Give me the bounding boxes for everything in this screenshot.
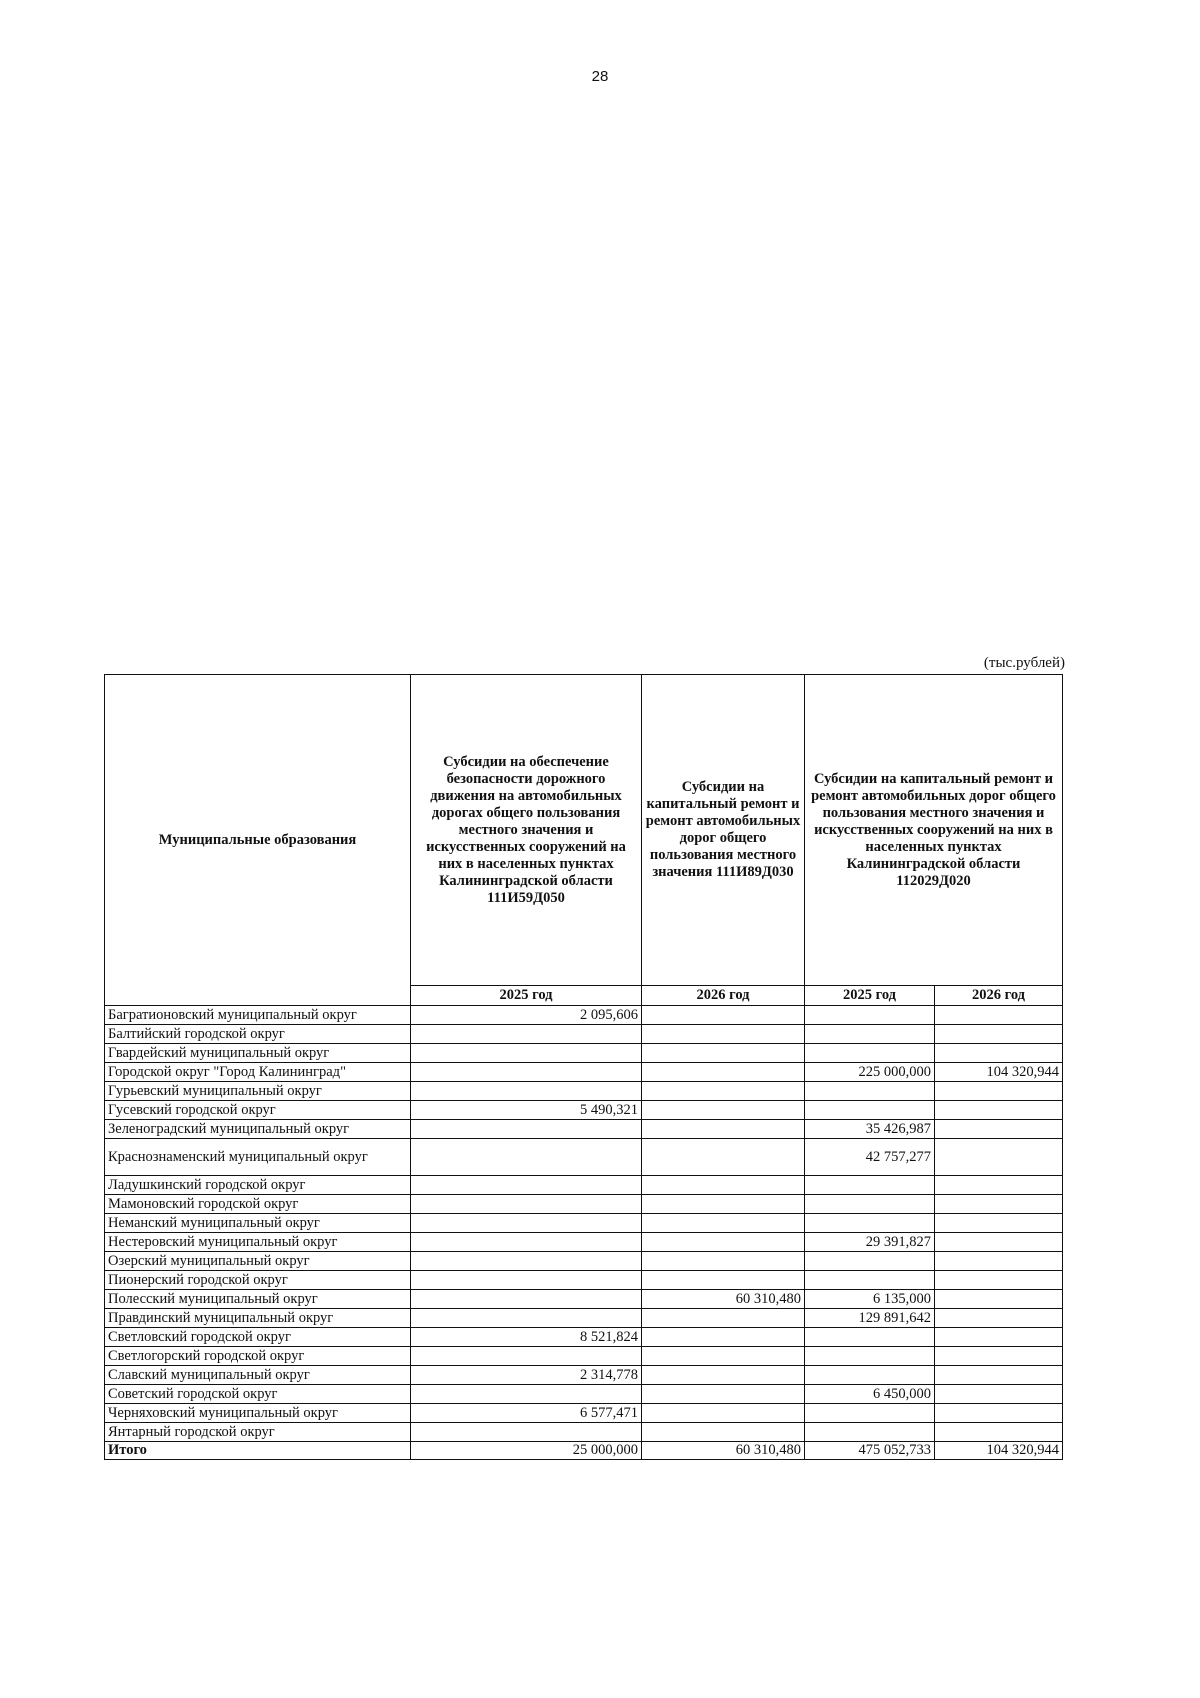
municipality-name: Мамоновский городской округ — [105, 1195, 411, 1214]
total-c2: 60 310,480 — [642, 1442, 805, 1460]
cell-c4 — [935, 1385, 1063, 1404]
municipality-name: Гусевский городской округ — [105, 1101, 411, 1120]
cell-c1 — [411, 1309, 642, 1328]
cell-c1 — [411, 1139, 642, 1176]
cell-c3: 29 391,827 — [805, 1233, 935, 1252]
cell-c2 — [642, 1233, 805, 1252]
total-c3: 475 052,733 — [805, 1442, 935, 1460]
table-row — [105, 1025, 1063, 1044]
cell-c2 — [642, 1309, 805, 1328]
table-row — [105, 1233, 1063, 1252]
cell-c3 — [805, 1101, 935, 1120]
municipality-name: Гвардейский муниципальный округ — [105, 1044, 411, 1063]
header-col2: Субсидии на капитальный ремонт и ремонт автомобильных дорог общего пользования местного значения 111И89Д030 — [642, 675, 805, 986]
municipality-name: Гурьевский муниципальный округ — [105, 1082, 411, 1101]
cell-c4 — [935, 1290, 1063, 1309]
table-row — [105, 1044, 1063, 1063]
cell-c2 — [642, 1006, 805, 1025]
year-header-c2: 2026 год — [642, 986, 805, 1006]
municipality-name: Озерский муниципальный округ — [105, 1252, 411, 1271]
cell-c4 — [935, 1347, 1063, 1366]
municipality-name: Неманский муниципальный округ — [105, 1214, 411, 1233]
cell-c3: 6 450,000 — [805, 1385, 935, 1404]
cell-c4 — [935, 1006, 1063, 1025]
municipality-name: Нестеровский муниципальный округ — [105, 1233, 411, 1252]
cell-c3 — [805, 1328, 935, 1347]
table-row — [105, 1366, 1063, 1385]
table-row — [105, 1347, 1063, 1366]
cell-c3: 42 757,277 — [805, 1139, 935, 1176]
cell-c4 — [935, 1366, 1063, 1385]
municipality-name: Славский муниципальный округ — [105, 1366, 411, 1385]
cell-c1 — [411, 1063, 642, 1082]
cell-c1 — [411, 1044, 642, 1063]
cell-c2 — [642, 1120, 805, 1139]
cell-c1 — [411, 1120, 642, 1139]
cell-c3: 35 426,987 — [805, 1120, 935, 1139]
cell-c1: 8 521,824 — [411, 1328, 642, 1347]
cell-c4: 104 320,944 — [935, 1063, 1063, 1082]
cell-c1 — [411, 1385, 642, 1404]
municipality-name: Балтийский городской округ — [105, 1025, 411, 1044]
cell-c3 — [805, 1366, 935, 1385]
cell-c4 — [935, 1233, 1063, 1252]
cell-c2 — [642, 1347, 805, 1366]
cell-c3 — [805, 1214, 935, 1233]
cell-c3 — [805, 1082, 935, 1101]
table-row — [105, 1006, 1063, 1025]
table-row — [105, 1309, 1063, 1328]
cell-c1 — [411, 1423, 642, 1442]
cell-c1 — [411, 1347, 642, 1366]
header-col1: Субсидии на обеспечение безопасности дорожного движения на автомобильных дорогах общего пользования местного значения и искусственных сооружений на них в населенных пунктах Калининградской области 111И59Д050 — [411, 675, 642, 986]
cell-c4 — [935, 1252, 1063, 1271]
cell-c4 — [935, 1176, 1063, 1195]
cell-c1: 6 577,471 — [411, 1404, 642, 1423]
cell-c2: 60 310,480 — [642, 1290, 805, 1309]
municipality-name: Светлогорский городской округ — [105, 1347, 411, 1366]
cell-c3: 225 000,000 — [805, 1063, 935, 1082]
cell-c1: 2 095,606 — [411, 1006, 642, 1025]
units-label: (тыс.рублей) — [983, 655, 1065, 671]
total-c4: 104 320,944 — [935, 1442, 1063, 1460]
cell-c4 — [935, 1271, 1063, 1290]
cell-c4 — [935, 1423, 1063, 1442]
cell-c1 — [411, 1025, 642, 1044]
total-c1: 25 000,000 — [411, 1442, 642, 1460]
cell-c2 — [642, 1101, 805, 1120]
cell-c2 — [642, 1385, 805, 1404]
cell-c2 — [642, 1082, 805, 1101]
cell-c3 — [805, 1271, 935, 1290]
total-label: Итого — [105, 1442, 411, 1460]
cell-c2 — [642, 1328, 805, 1347]
cell-c1: 5 490,321 — [411, 1101, 642, 1120]
cell-c4 — [935, 1404, 1063, 1423]
table-body — [105, 1006, 1063, 1442]
cell-c3 — [805, 1044, 935, 1063]
cell-c1: 2 314,778 — [411, 1366, 642, 1385]
table-row — [105, 1404, 1063, 1423]
cell-c4 — [935, 1044, 1063, 1063]
table-row — [105, 1328, 1063, 1347]
year-header-c4: 2026 год — [935, 986, 1063, 1006]
table-row — [105, 1195, 1063, 1214]
total-row — [105, 1442, 1063, 1460]
municipality-name: Правдинский муниципальный округ — [105, 1309, 411, 1328]
cell-c2 — [642, 1366, 805, 1385]
page-number: 28 — [591, 68, 609, 85]
cell-c1 — [411, 1252, 642, 1271]
subsidies-table — [104, 674, 1063, 1460]
cell-c3 — [805, 1006, 935, 1025]
cell-c3 — [805, 1025, 935, 1044]
cell-c2 — [642, 1271, 805, 1290]
cell-c1 — [411, 1290, 642, 1309]
table-row — [105, 1139, 1063, 1176]
table-row — [105, 1101, 1063, 1120]
municipality-name: Зеленоградский муниципальный округ — [105, 1120, 411, 1139]
cell-c3 — [805, 1423, 935, 1442]
municipality-name: Черняховский муниципальный округ — [105, 1404, 411, 1423]
cell-c2 — [642, 1063, 805, 1082]
table-row — [105, 1063, 1063, 1082]
table-row — [105, 1082, 1063, 1101]
cell-c2 — [642, 1139, 805, 1176]
cell-c4 — [935, 1195, 1063, 1214]
cell-c2 — [642, 1423, 805, 1442]
cell-c4 — [935, 1139, 1063, 1176]
year-header-c3: 2025 год — [805, 986, 935, 1006]
municipality-name: Городской округ "Город Калининград" — [105, 1063, 411, 1082]
cell-c1 — [411, 1176, 642, 1195]
cell-c3 — [805, 1252, 935, 1271]
cell-c3 — [805, 1404, 935, 1423]
cell-c2 — [642, 1176, 805, 1195]
table-row — [105, 1120, 1063, 1139]
year-header-c1: 2025 год — [411, 986, 642, 1006]
cell-c3 — [805, 1347, 935, 1366]
header-municipalities: Муниципальные образования — [105, 675, 411, 1006]
header-col3: Субсидии на капитальный ремонт и ремонт автомобильных дорог общего пользования местного значения и искусственных сооружений на них в населенных пунктах Калининградской области 112029Д020 — [805, 675, 1063, 986]
cell-c4 — [935, 1214, 1063, 1233]
cell-c1 — [411, 1271, 642, 1290]
cell-c4 — [935, 1082, 1063, 1101]
cell-c2 — [642, 1404, 805, 1423]
cell-c1 — [411, 1233, 642, 1252]
table-row — [105, 1252, 1063, 1271]
cell-c4 — [935, 1328, 1063, 1347]
cell-c1 — [411, 1214, 642, 1233]
cell-c2 — [642, 1252, 805, 1271]
table-row — [105, 1176, 1063, 1195]
municipality-name: Багратионовский муниципальный округ — [105, 1006, 411, 1025]
municipality-name: Полесский муниципальный округ — [105, 1290, 411, 1309]
municipality-name: Янтарный городской округ — [105, 1423, 411, 1442]
table-row — [105, 1271, 1063, 1290]
municipality-name: Пионерский городской округ — [105, 1271, 411, 1290]
cell-c2 — [642, 1214, 805, 1233]
table-row — [105, 1385, 1063, 1404]
table-row — [105, 1290, 1063, 1309]
cell-c1 — [411, 1195, 642, 1214]
cell-c2 — [642, 1025, 805, 1044]
municipality-name: Светловский городской округ — [105, 1328, 411, 1347]
cell-c1 — [411, 1082, 642, 1101]
cell-c3 — [805, 1195, 935, 1214]
cell-c2 — [642, 1195, 805, 1214]
cell-c4 — [935, 1120, 1063, 1139]
cell-c4 — [935, 1309, 1063, 1328]
cell-c2 — [642, 1044, 805, 1063]
cell-c3 — [805, 1176, 935, 1195]
municipality-name: Советский городской округ — [105, 1385, 411, 1404]
cell-c4 — [935, 1101, 1063, 1120]
table-row — [105, 1214, 1063, 1233]
cell-c3: 129 891,642 — [805, 1309, 935, 1328]
municipality-name: Ладушкинский городской округ — [105, 1176, 411, 1195]
cell-c4 — [935, 1025, 1063, 1044]
cell-c3: 6 135,000 — [805, 1290, 935, 1309]
municipality-name: Краснознаменский муниципальный округ — [105, 1139, 411, 1176]
table-row — [105, 1423, 1063, 1442]
